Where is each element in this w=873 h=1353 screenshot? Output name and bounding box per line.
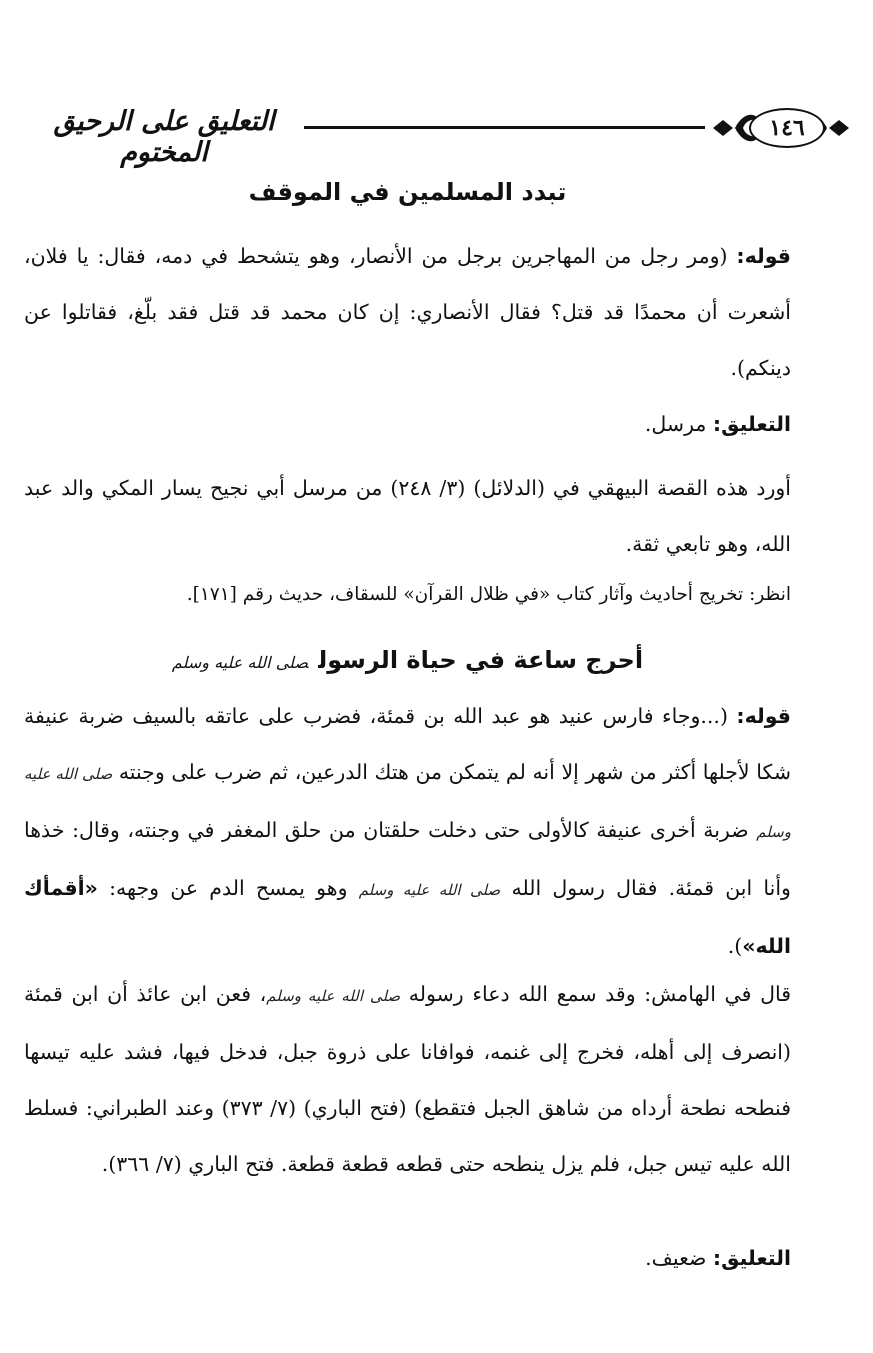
- quote-paragraph-2: [24, 688, 791, 974]
- header-rule: [304, 126, 705, 129]
- section-title-text: أحرج ساعة في حياة الرسول: [318, 646, 644, 674]
- margin-part-2: ، فعن ابن عائذ أن ابن قمئة (انصرف إلى أهله، فخرج إلى غنمه، فوافانا على ذروة جبل، فدخل فيها، فشد عليه تيسها فنطحه نطحة أرداه من شاهق الجبل فتقطع) (فتح الباري) (٧/ ٣٧٣) وعند الطبراني: فسلط الله عليه تيس جبل، فلم يزل ينطحه حتى قطعه قطعة قطعة. فتح الباري (٧/ ٣٦٦).: [24, 982, 791, 1176]
- honorific-seal: صلى الله عليه وسلم: [171, 653, 309, 672]
- reference-note: [24, 574, 791, 616]
- comment-text: مرسل.: [644, 412, 707, 436]
- comment-text: ضعيف.: [645, 1246, 707, 1270]
- note-text: انظر: تخريج أحاديث وآثار كتاب «في ظلال القرآن» للسقاف، حديث رقم [١٧١].: [186, 584, 791, 605]
- quote-end: ).: [727, 934, 743, 958]
- quote-bold: «أقمأك الله»: [24, 876, 791, 958]
- comment-label: التعليق:: [712, 412, 791, 436]
- page-number: ١٤٦: [749, 108, 825, 148]
- page-header: [24, 98, 851, 168]
- honorific-inline: صلى الله عليه وسلم: [266, 987, 401, 1005]
- margin-part-1: قال في الهامش: وقد سمع الله دعاء رسوله: [408, 982, 792, 1006]
- comment-paragraph-1: [24, 396, 791, 452]
- comment-paragraph-2: [24, 1230, 791, 1286]
- quote-part-3: وهو يمسح الدم عن وجهه:: [109, 876, 348, 900]
- honorific-inline: صلى الله عليه وسلم: [24, 765, 791, 841]
- comment-label: التعليق:: [712, 1246, 791, 1270]
- quote-label: قوله:: [736, 244, 791, 268]
- section-title-2: [24, 646, 791, 674]
- section-title-1: تبدد المسلمين في الموقف: [248, 178, 567, 206]
- quote-part-1: (...وجاء فارس عنيد هو عبد الله بن قمئة، فضرب على عاتقه بالسيف ضربة عنيفة شكا لأجلها أكثر من شهر إلا أنه لم يتمكن من هتك الدرعين، ثم ضرب على وجنته: [24, 704, 791, 784]
- quote-part-2: ضربة أخرى عنيفة كالأولى حتى دخلت حلقتان من حلق المغفر في وجنته، وقال: خذها وأنا ابن قمئة. فقال رسول الله: [24, 818, 791, 900]
- quote-label: قوله:: [736, 704, 791, 728]
- quote-text: (ومر رجل من المهاجرين برجل من الأنصار، وهو يتشحط في دمه، فقال: يا فلان، أشعرت أن محمدًا قد قتل؟ فقال الأنصاري: إن كان محمد قد قتل فقد بلّغ، فقاتلوا عن دينكم).: [24, 244, 791, 380]
- body-paragraph: [24, 460, 791, 572]
- book-title: التعليق على الرحيق المختوم: [53, 106, 275, 168]
- honorific-inline: صلى الله عليه وسلم: [358, 881, 501, 899]
- body-text: أورد هذه القصة البيهقي في (الدلائل) (٣/ ٢٤٨) من مرسل أبي نجيح يسار المكي والد عبد الله، وهو تابعي ثقة.: [24, 476, 791, 556]
- quote-paragraph-1: [24, 228, 791, 396]
- margin-paragraph: [24, 966, 791, 1192]
